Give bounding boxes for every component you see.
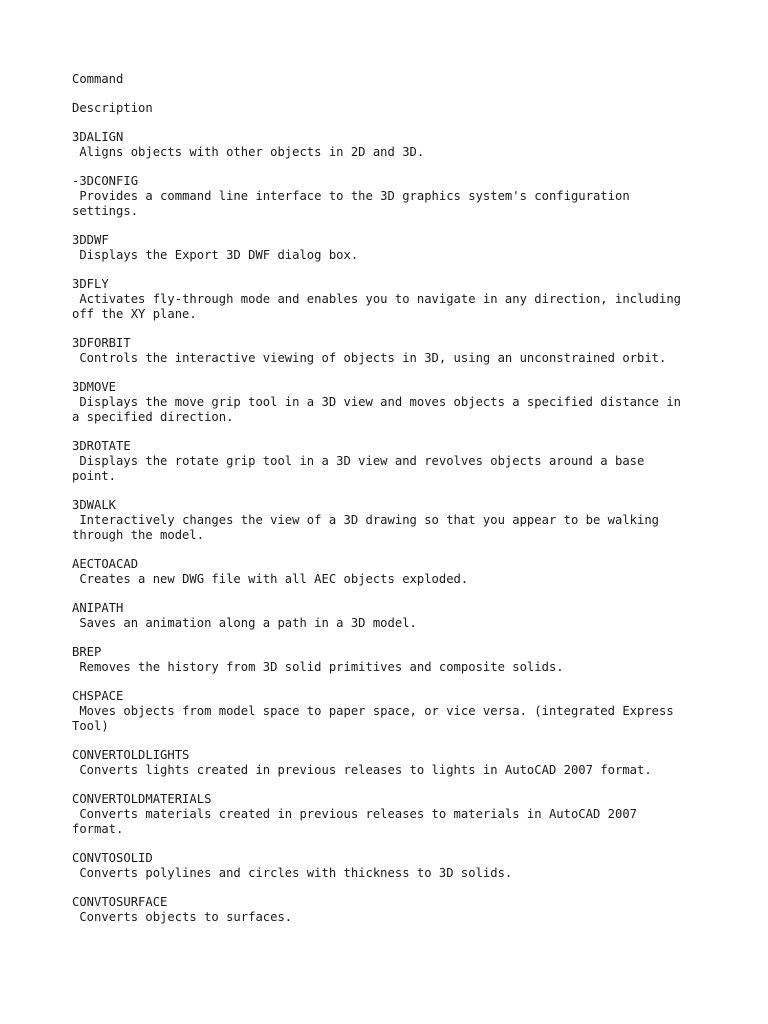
document-page xyxy=(72,72,712,939)
command-description: Converts materials created in previous releases to materials in AutoCAD 2007 format. xyxy=(72,807,637,836)
command-name: CONVERTOLDMATERIALS xyxy=(72,792,212,806)
command-entry xyxy=(72,498,712,543)
command-name: 3DROTATE xyxy=(72,439,131,453)
command-entry xyxy=(72,748,712,778)
command-name: 3DWALK xyxy=(72,498,117,512)
command-entry xyxy=(72,557,712,587)
command-description: Creates a new DWG file with all AEC objects exploded. xyxy=(72,572,469,586)
command-entry xyxy=(72,336,712,366)
command-description: Displays the Export 3D DWF dialog box. xyxy=(72,248,359,262)
command-name: CONVTOSURFACE xyxy=(72,895,168,909)
command-entry xyxy=(72,130,712,160)
command-name: AECTOACAD xyxy=(72,557,139,571)
command-entry xyxy=(72,895,712,925)
command-description: Displays the move grip tool in a 3D view and moves objects a specified distance in a specified direction. xyxy=(72,395,682,424)
command-description: Displays the rotate grip tool in a 3D view and revolves objects around a base point. xyxy=(72,454,645,483)
command-description: Controls the interactive viewing of objects in 3D, using an unconstrained orbit. xyxy=(72,351,667,365)
command-description: Activates fly-through mode and enables you to navigate in any direction, including off the XY plane. xyxy=(72,292,682,321)
command-entry xyxy=(72,277,712,322)
command-description: Saves an animation along a path in a 3D model. xyxy=(72,616,417,630)
command-name: 3DFORBIT xyxy=(72,336,131,350)
command-entry xyxy=(72,174,712,219)
command-description: Removes the history from 3D solid primitives and composite solids. xyxy=(72,660,564,674)
command-name: -3DCONFIG xyxy=(72,174,139,188)
command-description: Provides a command line interface to the 3D graphics system's configuration settings. xyxy=(72,189,630,218)
command-name: CONVERTOLDLIGHTS xyxy=(72,748,190,762)
command-name: 3DFLY xyxy=(72,277,109,291)
command-entry xyxy=(72,233,712,263)
command-entry xyxy=(72,439,712,484)
command-description: Converts lights created in previous releases to lights in AutoCAD 2007 format. xyxy=(72,763,652,777)
command-entry xyxy=(72,601,712,631)
command-description: Converts objects to surfaces. xyxy=(72,910,293,924)
command-name: 3DALIGN xyxy=(72,130,124,144)
command-entry xyxy=(72,380,712,425)
command-name: CHSPACE xyxy=(72,689,124,703)
command-description: Moves objects from model space to paper space, or vice versa. (integrated Express Tool) xyxy=(72,704,674,733)
command-name: 3DDWF xyxy=(72,233,109,247)
command-description: Aligns objects with other objects in 2D and 3D. xyxy=(72,145,425,159)
command-entry xyxy=(72,689,712,734)
column-heading-command: Command xyxy=(72,72,124,86)
command-entry xyxy=(72,645,712,675)
command-entry xyxy=(72,792,712,837)
column-heading-description: Description xyxy=(72,101,153,115)
command-description: Interactively changes the view of a 3D drawing so that you appear to be walking through the model. xyxy=(72,513,660,542)
command-name: BREP xyxy=(72,645,102,659)
command-name: CONVTOSOLID xyxy=(72,851,153,865)
command-entry xyxy=(72,851,712,881)
command-name: ANIPATH xyxy=(72,601,124,615)
command-description: Converts polylines and circles with thickness to 3D solids. xyxy=(72,866,513,880)
command-name: 3DMOVE xyxy=(72,380,117,394)
